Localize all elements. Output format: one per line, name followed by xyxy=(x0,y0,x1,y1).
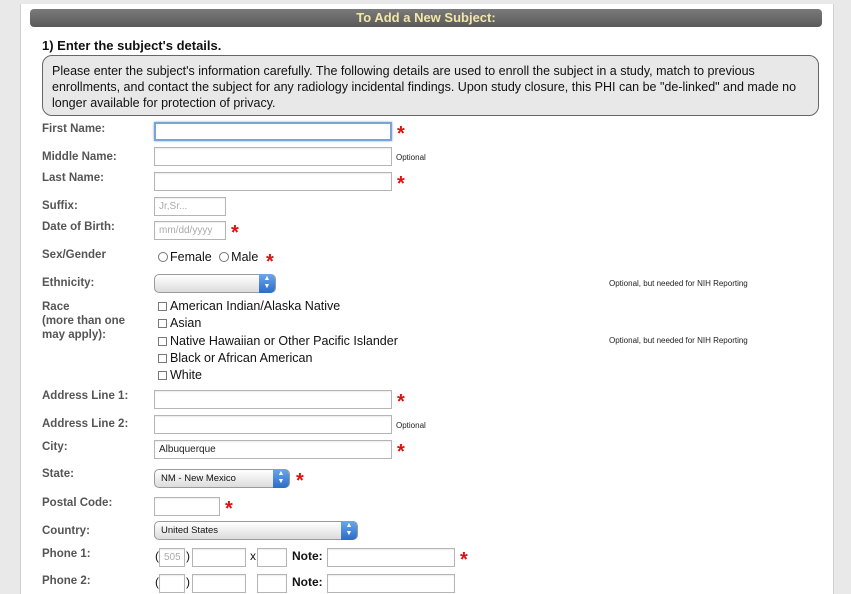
phone1-area-input[interactable] xyxy=(159,548,185,567)
dob-input[interactable] xyxy=(154,221,226,240)
select-arrows-icon: ▲ ▼ xyxy=(341,521,357,540)
phone1-note-label: Note: xyxy=(292,549,323,563)
select-arrows-icon: ▲ ▼ xyxy=(259,274,275,293)
phone2-note-label: Note: xyxy=(292,575,323,589)
phone1-label: Phone 1: xyxy=(42,548,91,560)
address1-label: Address Line 1: xyxy=(42,390,129,402)
checkbox[interactable] xyxy=(158,371,167,380)
phone1-ext-input[interactable] xyxy=(257,548,287,567)
radio-male[interactable] xyxy=(219,250,258,264)
checkbox[interactable] xyxy=(158,302,167,311)
race-label-line: (more than one xyxy=(42,315,126,327)
middle-name-label: Middle Name: xyxy=(42,151,117,163)
radio-button[interactable] xyxy=(219,252,229,262)
required-marker: * xyxy=(397,123,405,145)
address1-input[interactable] xyxy=(154,390,392,409)
race-option[interactable] xyxy=(158,351,312,365)
race-option-label: Asian xyxy=(170,316,202,330)
first-name-label: First Name: xyxy=(42,123,106,135)
nih-note: Optional, but needed for NIH Reporting xyxy=(609,279,748,288)
race-label xyxy=(42,300,125,342)
ext-separator: x xyxy=(250,549,256,563)
suffix-input[interactable] xyxy=(154,197,226,216)
race-label-line: Race xyxy=(42,301,70,313)
radio-button[interactable] xyxy=(158,252,168,262)
required-marker: * xyxy=(397,441,405,463)
race-option-label: Native Hawaiian or Other Pacific Islander xyxy=(170,334,398,348)
required-marker: * xyxy=(460,549,468,571)
address2-label: Address Line 2: xyxy=(42,418,129,430)
sex-label: Sex/Gender xyxy=(42,249,106,261)
suffix-label: Suffix: xyxy=(42,200,78,212)
dob-label: Date of Birth: xyxy=(42,221,115,233)
city-label: City: xyxy=(42,441,68,453)
ethnicity-label: Ethnicity: xyxy=(42,277,95,289)
state-value: NM - New Mexico xyxy=(161,473,236,484)
race-option[interactable] xyxy=(158,299,340,313)
page-title-bar: To Add a New Subject: xyxy=(30,9,822,27)
race-option[interactable] xyxy=(158,316,201,330)
checkbox[interactable] xyxy=(158,337,167,346)
checkbox[interactable] xyxy=(158,319,167,328)
race-option-label: American Indian/Alaska Native xyxy=(170,299,341,313)
nih-note: Optional, but needed for NIH Reporting xyxy=(609,336,748,345)
phone2-number-input[interactable] xyxy=(192,574,246,593)
paren-close: ) xyxy=(186,549,190,563)
optional-note: Optional xyxy=(396,421,426,430)
phone2-note-input[interactable] xyxy=(327,574,455,593)
required-marker: * xyxy=(397,173,405,195)
required-marker: * xyxy=(296,470,304,492)
country-value: United States xyxy=(161,525,219,536)
phone2-area-input[interactable] xyxy=(159,574,185,593)
postal-input[interactable] xyxy=(154,497,220,516)
phone2-label: Phone 2: xyxy=(42,575,91,587)
sex-options xyxy=(158,250,258,264)
country-label: Country: xyxy=(42,525,90,537)
ethnicity-select[interactable] xyxy=(154,274,276,293)
last-name-input[interactable] xyxy=(154,172,392,191)
optional-note: Optional xyxy=(396,153,426,162)
checkbox[interactable] xyxy=(158,354,167,363)
paren-open: ( xyxy=(155,575,159,589)
privacy-notice: Please enter the subject's information carefully. The following details are used to enroll the subject in a study, match to previous enrollments, and contact the subject for any radiology incidental findings. Upon study closure, this PHI can be "de-linked" and made no longer available for protection of privacy. xyxy=(42,55,819,116)
paren-open: ( xyxy=(155,549,159,563)
phone1-number-input[interactable] xyxy=(192,548,246,567)
paren-close: ) xyxy=(186,575,190,589)
required-marker: * xyxy=(397,391,405,413)
state-label: State: xyxy=(42,468,74,480)
country-select[interactable] xyxy=(154,521,358,540)
race-option-label: White xyxy=(170,368,202,382)
race-label-line: may apply): xyxy=(42,329,106,341)
required-marker: * xyxy=(231,222,239,244)
radio-female-label: Female xyxy=(170,250,212,264)
race-option[interactable] xyxy=(158,368,202,382)
radio-male-label: Male xyxy=(231,250,259,264)
race-option[interactable] xyxy=(158,334,398,348)
phone2-ext-input[interactable] xyxy=(257,574,287,593)
state-select[interactable] xyxy=(154,469,290,488)
last-name-label: Last Name: xyxy=(42,172,104,184)
radio-female[interactable] xyxy=(158,250,212,264)
required-marker: * xyxy=(225,498,233,520)
select-arrows-icon: ▲ ▼ xyxy=(273,469,289,488)
required-marker: * xyxy=(266,251,274,273)
city-input[interactable] xyxy=(154,440,392,459)
first-name-input[interactable] xyxy=(154,122,392,141)
address2-input[interactable] xyxy=(154,415,392,434)
section-heading: 1) Enter the subject's details. xyxy=(42,38,222,53)
middle-name-input[interactable] xyxy=(154,147,392,166)
race-option-label: Black or African American xyxy=(170,351,313,365)
phone1-note-input[interactable] xyxy=(327,548,455,567)
postal-label: Postal Code: xyxy=(42,497,113,509)
